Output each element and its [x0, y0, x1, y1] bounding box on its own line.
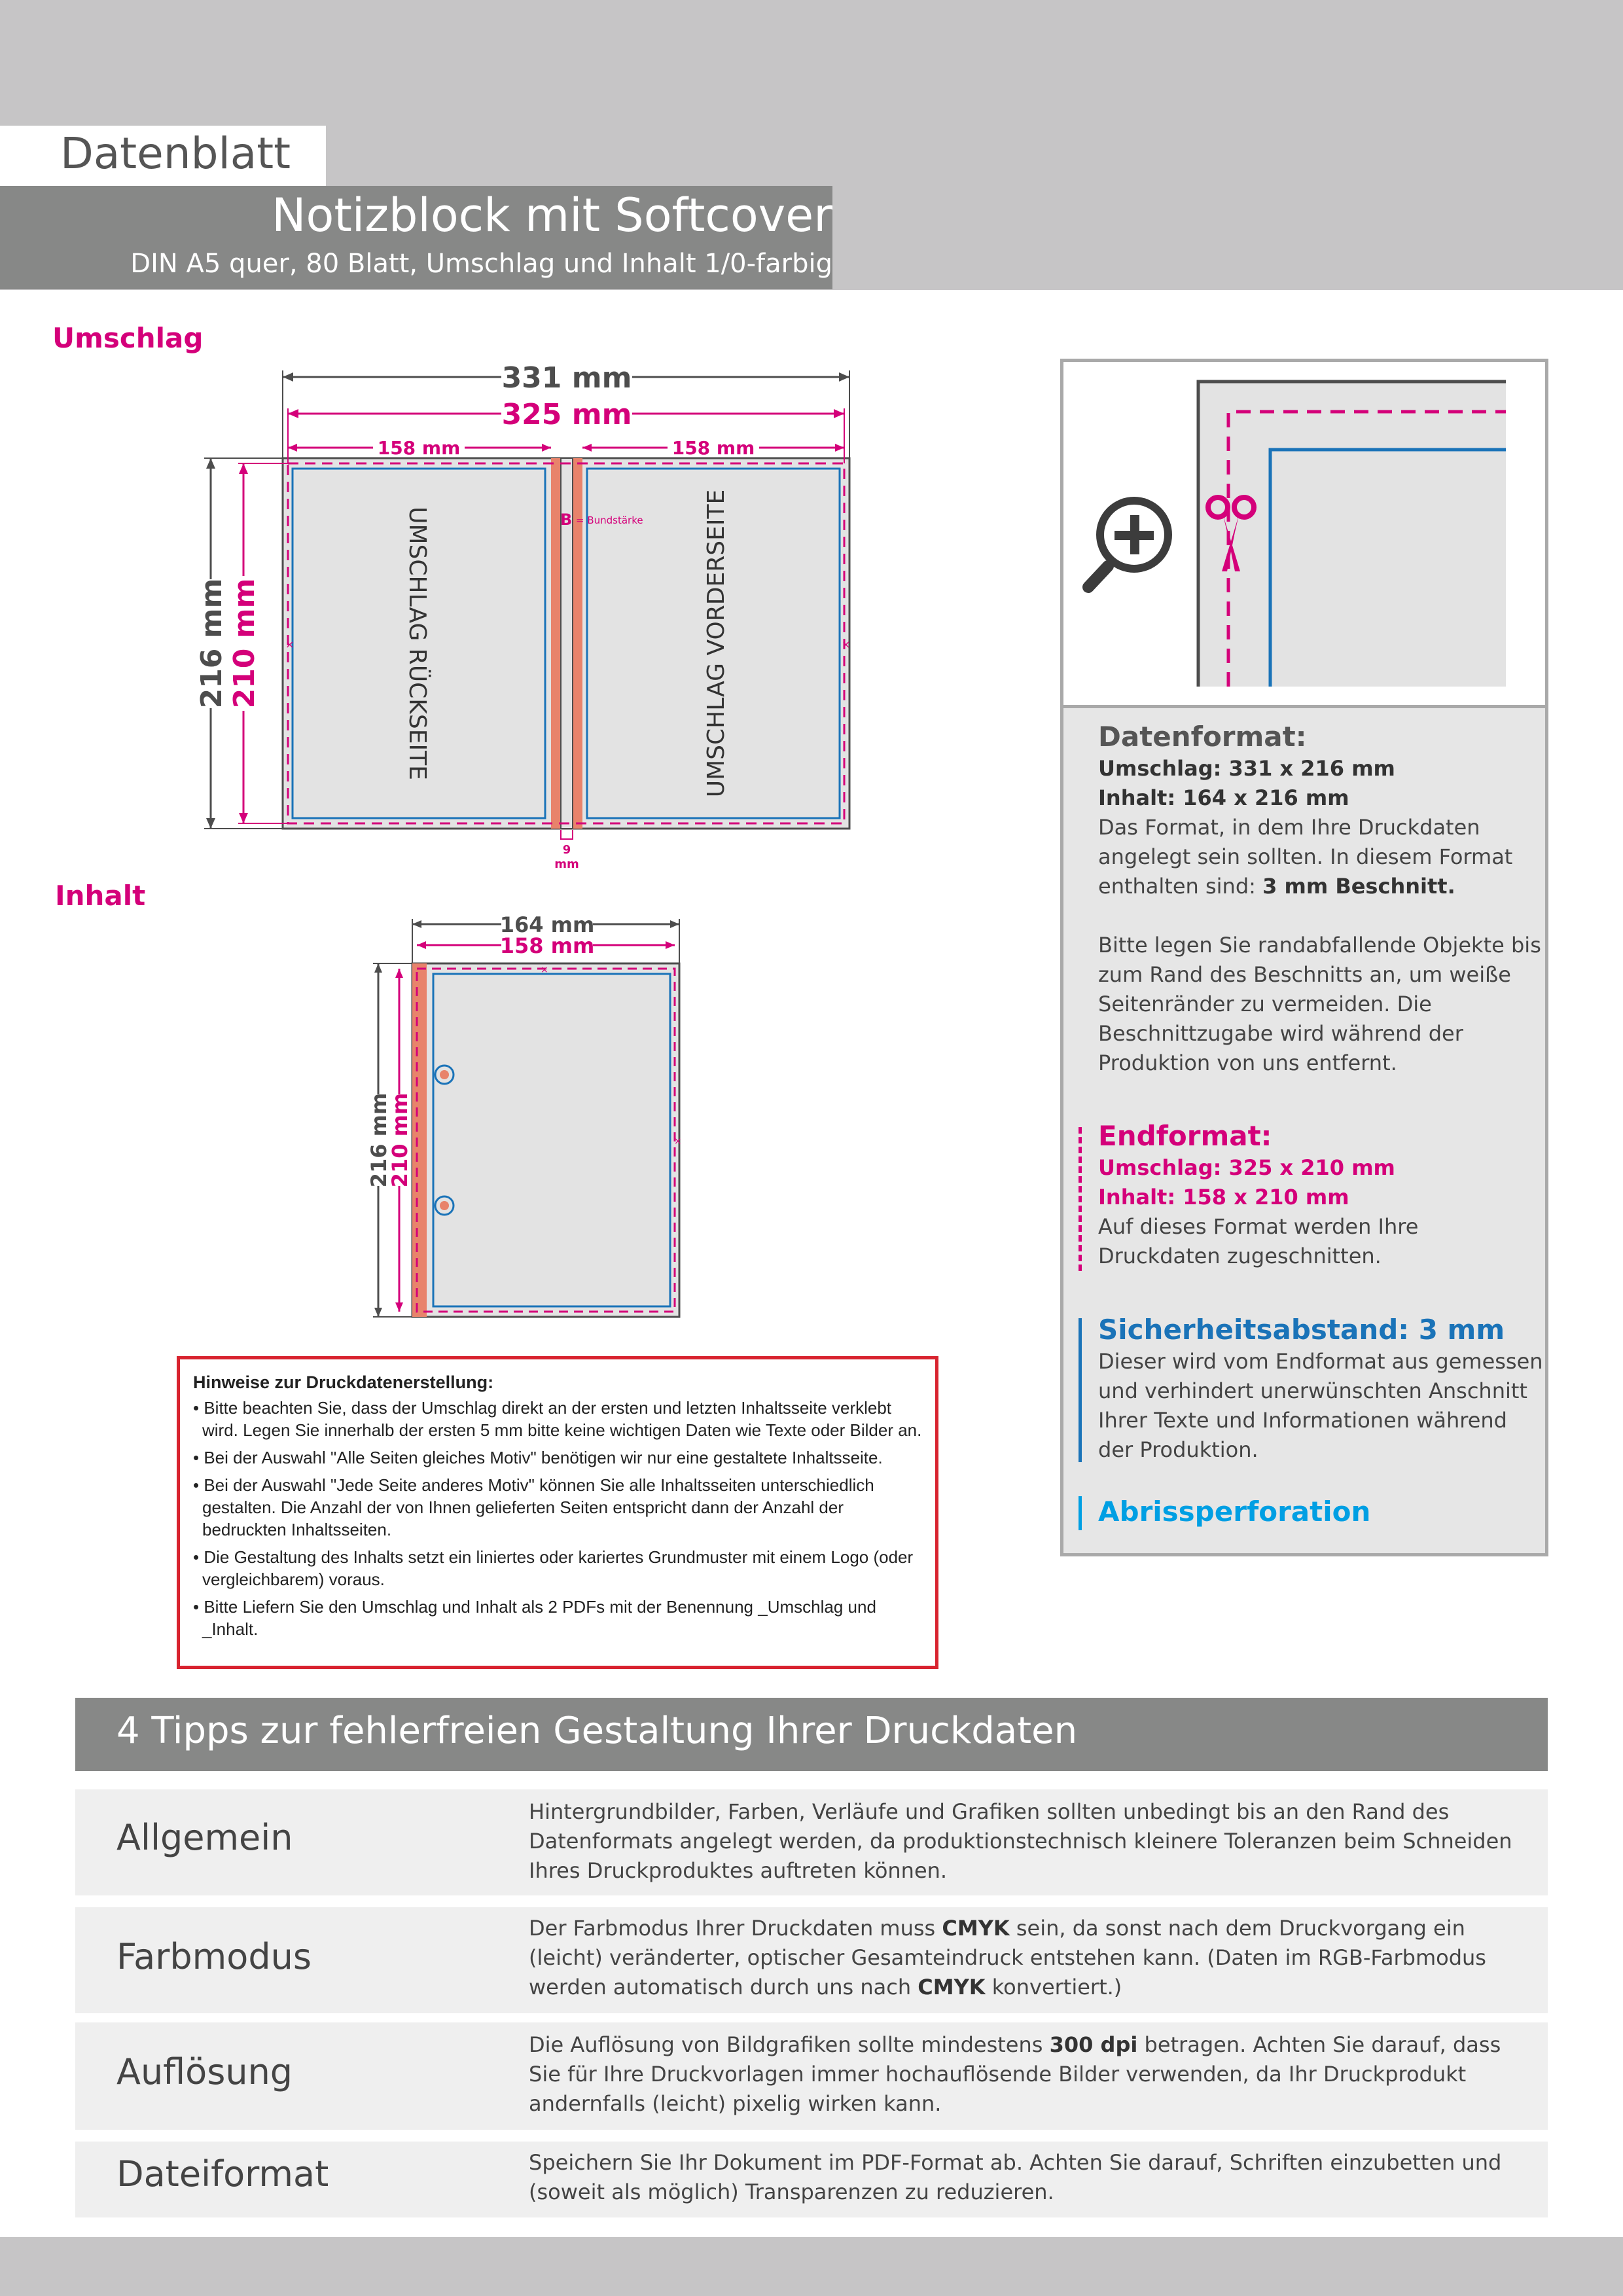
spine-letter: B: [560, 511, 573, 529]
tip-text-part: Der Farbmodus Ihrer Druckdaten muss: [529, 1916, 942, 1941]
datenblatt-label: Datenblatt: [60, 128, 291, 179]
perforation-hole-dot: [440, 1070, 449, 1079]
tip-text-allgemein: Hintergrundbilder, Farben, Verläufe und Grafiken sollten unbedingt bis an den Rand des Datenformats angelegt werden, da produktionstechnisch kleinere Toleranzen beim Schneiden Ihres Druckproduktes auftreten können.: [529, 1799, 1512, 1883]
dim-arrow: [417, 941, 426, 949]
zoom-detail: [1063, 362, 1545, 708]
endformat-title: Endformat:: [1098, 1120, 1272, 1152]
tips-title: 4 Tipps zur fehlerfreien Gestaltung Ihrer Druckdaten: [116, 1710, 1078, 1752]
dim-arrow: [288, 409, 298, 418]
hint-item: • Bei der Auswahl "Jede Seite anderes Motiv" können Sie alle Inhaltsseiten unterschiedlich gestalten. Die Anzahl der von Ihnen gelieferten Seiten entspricht dann der Anzahl der bedruckten Inhaltsseiten.: [193, 1475, 874, 1539]
tip-text-part: sein, da sonst nach dem Druckvorgang ein (leicht) veränderter, optischer Gesamteindruck entstehen kann. (Daten im RGB-Farbmodus werden automatisch durch uns nach: [529, 1916, 1486, 2000]
spine-width-unit: mm: [554, 857, 579, 871]
tip-label-farbmodus: Farbmodus: [116, 1936, 312, 1977]
sicherheit-text: Dieser wird vom Endformat aus gemessen und verhindert unerwünschten Anschnitt Ihrer Texte und Informationen während der Produktion.: [1098, 1349, 1543, 1462]
spine-width-bracket: [561, 830, 573, 839]
umschlag-back-label: UMSCHLAG RÜCKSEITE: [404, 507, 431, 780]
tip-text-aufloesung: [529, 2030, 1537, 2119]
datenformat-block: [1098, 720, 1543, 1078]
dim-arrow: [670, 920, 679, 928]
tip-text-part: betragen. Achten Sie darauf, dass Sie für Ihre Druckvorlagen immer hochauflösende Bilder verwenden, da Ihr Druckprodukt andernfalls (leicht) pixelig wirken kann.: [529, 2032, 1501, 2116]
tip-label-aufloesung: Auflösung: [116, 2051, 293, 2092]
datenformat-umschlag: Umschlag: 331 x 216 mm: [1098, 756, 1395, 781]
fold-mark: ×: [842, 638, 851, 651]
endformat-inhalt: Inhalt: 158 x 210 mm: [1098, 1185, 1349, 1210]
hint-item: • Bitte Liefern Sie den Umschlag und Inhalt als 2 PDFs mit der Benennung _Umschlag und _Inhalt.: [193, 1597, 876, 1639]
tip-text-bold: CMYK: [918, 1975, 986, 2000]
hint-item: • Bei der Auswahl "Alle Seiten gleiches Motiv" benötigen wir nur eine gestaltete Inhaltsseite.: [193, 1448, 883, 1467]
dim-164-label: 164 mm: [499, 912, 595, 937]
dim-arrow: [835, 444, 844, 452]
perforation-hole-dot: [440, 1201, 449, 1210]
hints-box: [177, 1356, 938, 1669]
dim-210-label: 210 mm: [228, 578, 261, 709]
perforation-title: Abrissperforation: [1098, 1496, 1371, 1528]
dim-arrow: [206, 458, 215, 469]
dim-arrow: [374, 963, 382, 973]
dim-arrow: [374, 1308, 382, 1317]
sicherheit-block: [1098, 1313, 1543, 1465]
perforation-block: [1098, 1495, 1543, 1529]
dim-325-label: 325 mm: [501, 398, 632, 431]
umschlag-front-label: UMSCHLAG VORDERSEITE: [703, 489, 730, 798]
endformat-text: Auf dieses Format werden Ihre Druckdaten zugeschnitten.: [1098, 1214, 1419, 1268]
dim-arrow: [542, 444, 551, 452]
umschlag-diagram: [183, 353, 890, 877]
dim-arrow: [239, 813, 248, 823]
dim-158-label: 158 mm: [499, 933, 595, 958]
endformat-umschlag: Umschlag: 325 x 210 mm: [1098, 1155, 1395, 1180]
dim-210-label: 210 mm: [387, 1092, 412, 1188]
tip-text-dateiformat: Speichern Sie Ihr Dokument im PDF-Format ab. Achten Sie darauf, Schriften einzubetten und (soweit als möglich) Transparenzen zu reduzieren.: [529, 2150, 1502, 2204]
footer-bar: [0, 2237, 1623, 2296]
fold-mark: ×: [541, 965, 548, 975]
inhalt-glue-strip: [412, 963, 427, 1317]
tip-text-farbmodus: [529, 1914, 1537, 2002]
fold-mark: ×: [285, 638, 294, 651]
inhalt-data-format: [412, 963, 679, 1317]
dim-216-label: 216 mm: [195, 578, 228, 709]
datenformat-text: Das Format, in dem Ihre Druckdaten angelegt sein sollten. In diesem Format enthalten sind:: [1098, 815, 1513, 899]
page-title: Notizblock mit Softcover: [272, 188, 832, 242]
dim-arrow: [582, 444, 592, 452]
dim-331-label: 331 mm: [501, 361, 632, 395]
inhalt-diagram: [353, 910, 694, 1335]
zoom-paper: [1198, 382, 1506, 687]
perforation-marker: [1079, 1496, 1082, 1530]
sicherheit-title: Sicherheitsabstand: 3 mm: [1098, 1314, 1505, 1346]
umschlag-section-label: Umschlag: [52, 322, 204, 354]
dim-arrow: [239, 463, 248, 474]
tip-label-dateiformat: Dateiformat: [116, 2153, 329, 2195]
dim-arrow: [839, 372, 849, 382]
datenformat-inhalt: Inhalt: 164 x 216 mm: [1098, 785, 1349, 810]
dim-arrow: [834, 409, 844, 418]
tip-label-allgemein: Allgemein: [116, 1817, 293, 1858]
tip-text-bold: CMYK: [942, 1916, 1010, 1941]
tip-text-part: konvertiert.): [985, 1975, 1122, 2000]
fold-mark: ×: [674, 1136, 682, 1147]
dim-arrow: [412, 920, 421, 928]
dim-arrow: [666, 941, 675, 949]
spine-legend: = Bundstärke: [576, 514, 643, 526]
tip-text-part: Die Auflösung von Bildgrafiken sollte mindestens: [529, 2032, 1050, 2057]
dim-arrow: [288, 444, 297, 452]
inhalt-section-label: Inhalt: [55, 880, 146, 912]
page-subtitle: DIN A5 quer, 80 Blatt, Umschlag und Inhalt 1/0-farbig: [130, 249, 832, 279]
dim-arrow: [206, 818, 215, 829]
spine-width-value: 9: [562, 843, 571, 857]
endformat-block: [1098, 1119, 1543, 1271]
dim-arrow: [395, 969, 403, 978]
datenformat-beschnitt: 3 mm Beschnitt.: [1262, 874, 1455, 899]
datenformat-title: Datenformat:: [1098, 721, 1307, 753]
dim-216-label: 216 mm: [366, 1092, 391, 1188]
hint-item: • Bitte beachten Sie, dass der Umschlag direkt an der ersten und letzten Inhaltsseite verklebt wird. Legen Sie innerhalb der ersten 5 mm bitte keine wichtigen Daten wie Texte oder Bilder an.: [193, 1398, 922, 1440]
hints-title: Hinweise zur Druckdatenerstellung:: [193, 1372, 494, 1392]
tip-text-bold: 300 dpi: [1049, 2032, 1138, 2057]
zoom-detail-graphic: [1063, 362, 1545, 705]
endformat-marker: [1079, 1127, 1082, 1271]
hint-item: • Die Gestaltung des Inhalts setzt ein liniertes oder kariertes Grundmuster mit einem Logo (oder vergleichbarem) voraus.: [193, 1547, 914, 1589]
dim-158-left-label: 158 mm: [377, 437, 461, 459]
datenformat-text-b: Bitte legen Sie randabfallende Objekte bis zum Rand des Beschnitts an, um weiße Seitenränder zu vermeiden. Die Beschnittzugabe wird während der Produktion von uns entfernt.: [1098, 933, 1541, 1075]
sicherheit-marker: [1079, 1318, 1082, 1462]
dim-arrow: [283, 372, 293, 382]
magnifier-plus-icon: [1088, 501, 1168, 587]
dim-158-right-label: 158 mm: [671, 437, 755, 459]
dim-arrow: [395, 1302, 403, 1312]
